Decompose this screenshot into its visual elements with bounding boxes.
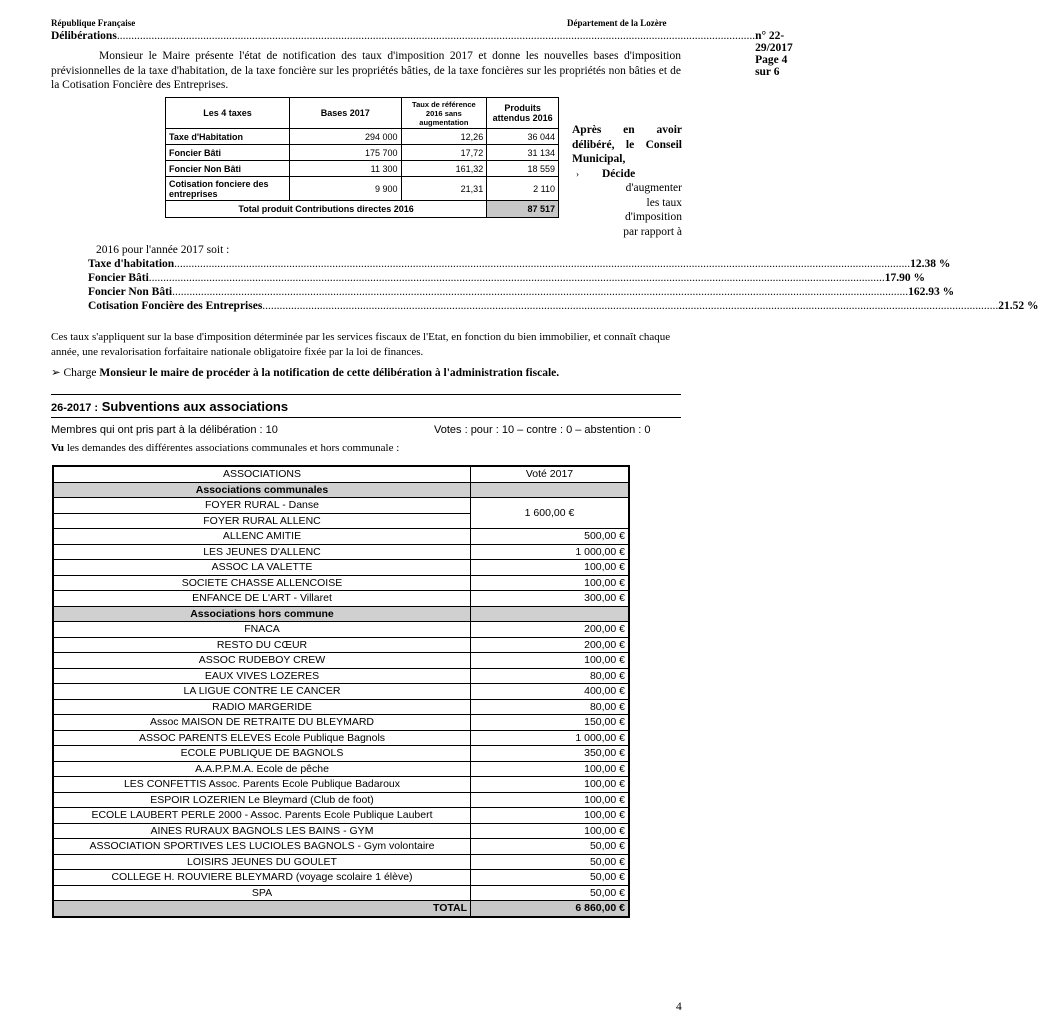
- table-row: [53, 575, 629, 591]
- table-row: [53, 622, 629, 638]
- assoc-amount: 500,00 €: [471, 529, 630, 545]
- assoc-name: FOYER RURAL ALLENC: [53, 513, 471, 529]
- assoc-amount: 100,00 €: [471, 808, 630, 824]
- assoc-name: ESPOIR LOZERIEN Le Bleymard (Club de foot): [53, 792, 471, 808]
- tax-total-label: Total produit Contributions directes 2016: [166, 201, 487, 218]
- rate-label: Foncier Non Bâti: [88, 286, 173, 298]
- assoc-name: FNACA: [53, 622, 471, 638]
- charge-text: Monsieur le maire de procéder à la notification de cette délibération à l'administration fiscale.: [99, 367, 560, 379]
- tax-name: Foncier Bâti: [166, 145, 290, 161]
- decision-verb: Décide: [602, 167, 636, 180]
- tax-name: Foncier Non Bâti: [166, 161, 290, 177]
- assoc-total-label: TOTAL: [53, 901, 471, 917]
- vu-text: les demandes des différentes associations communales et hors communale :: [66, 442, 400, 454]
- table-row: [53, 699, 629, 715]
- table-row: [53, 730, 629, 746]
- assoc-name: RADIO MARGERIDE: [53, 699, 471, 715]
- tax-rate: 17,72: [401, 145, 487, 161]
- assoc-amount: 50,00 €: [471, 839, 630, 855]
- assoc-name: ECOLE LAUBERT PERLE 2000 - Assoc. Parents Ecole Publique Laubert: [53, 808, 471, 824]
- tax-col-header: Bases 2017: [290, 98, 401, 129]
- assoc-amount: 1 600,00 €: [471, 498, 630, 529]
- decision-line1: Après en avoir délibéré, le Conseil Municipal,: [572, 124, 682, 165]
- assoc-amount: 50,00 €: [471, 854, 630, 870]
- rate-value: 12.38 %: [910, 258, 951, 270]
- vu-line: [51, 441, 399, 456]
- tax-rate: 21,31: [401, 177, 487, 201]
- assoc-amount: 100,00 €: [471, 560, 630, 576]
- assoc-name: A.A.P.P.M.A. Ecole de pêche: [53, 761, 471, 777]
- intro-paragraph: Monsieur le Maire présente l'état de notification des taux d'imposition 2017 et donne les nouvelles bases d'imposition prévisionnelles de la taxe d'habitation, de la taxe foncière sur les propriétés bâties, de la taxe foncières sur les propriétés non bâties et de la Cotisation Foncière des Entreprises.: [51, 50, 681, 91]
- tax-col-header: Produits attendus 2016: [487, 98, 559, 129]
- header-left: République Française: [51, 18, 136, 28]
- vu-bold: Vu: [51, 442, 65, 454]
- assoc-amount: 200,00 €: [471, 622, 630, 638]
- rate-line: [88, 286, 955, 298]
- assoc-name: LES CONFETTIS Assoc. Parents Ecole Publique Badaroux: [53, 777, 471, 793]
- deliberations-line: Délibérations .............................................................................................................................................................................................................................. n° 22-29/2017 Page 4 sur 6: [51, 30, 793, 78]
- decision-text: d'augmenter les taux d'imposition par rapport à: [623, 182, 682, 238]
- assoc-name: FOYER RURAL - Danse: [53, 498, 471, 514]
- section-underline: [51, 417, 681, 418]
- assoc-header-row: [53, 466, 629, 482]
- assoc-total-row: [53, 901, 629, 917]
- table-row: [53, 653, 629, 669]
- tax-product: 2 110: [487, 177, 559, 201]
- assoc-amount: 100,00 €: [471, 777, 630, 793]
- tax-product: 36 044: [487, 129, 559, 145]
- assoc-amount: 400,00 €: [471, 684, 630, 700]
- assoc-amount: 80,00 €: [471, 699, 630, 715]
- tax-base: 175 700: [290, 145, 401, 161]
- tax-col-header: Taux de référence 2016 sans augmentation: [401, 98, 487, 129]
- assoc-amount: 200,00 €: [471, 637, 630, 653]
- arrow-right-icon: ➢: [51, 367, 61, 379]
- table-row: [53, 777, 629, 793]
- assoc-amount: 100,00 €: [471, 823, 630, 839]
- assoc-amount: 50,00 €: [471, 885, 630, 901]
- chevron-right-icon: ›: [576, 168, 579, 179]
- table-row: [53, 823, 629, 839]
- rate-value: 162.93 %: [908, 286, 955, 298]
- tax-base: 294 000: [290, 129, 401, 145]
- tax-row: [166, 129, 559, 145]
- assoc-name: ASSOC RUDEBOY CREW: [53, 653, 471, 669]
- table-row: [53, 792, 629, 808]
- assoc-name: LA LIGUE CONTRE LE CANCER: [53, 684, 471, 700]
- tax-name: Taxe d'Habitation: [166, 129, 290, 145]
- tax-rate: 12,26: [401, 129, 487, 145]
- assoc-name: COLLEGE H. ROUVIERE BLEYMARD (voyage scolaire 1 élève): [53, 870, 471, 886]
- header-right: Département de la Lozère: [567, 18, 667, 28]
- rate-line: [88, 258, 951, 270]
- tax-row: [166, 177, 559, 201]
- table-row: [53, 839, 629, 855]
- assoc-name: EAUX VIVES LOZERES: [53, 668, 471, 684]
- assoc-amount: 100,00 €: [471, 761, 630, 777]
- assoc-amount: 300,00 €: [471, 591, 630, 607]
- deliberations-label: Délibérations: [51, 30, 117, 42]
- table-row: [53, 498, 629, 514]
- rate-line: [88, 300, 1039, 312]
- assoc-name: ALLENC AMITIE: [53, 529, 471, 545]
- assoc-name: ASSOC PARENTS ELEVES Ecole Publique Bagnols: [53, 730, 471, 746]
- assoc-amount: 50,00 €: [471, 870, 630, 886]
- table-row: [53, 668, 629, 684]
- decision-bullet-line: [576, 167, 682, 182]
- basis-paragraph: Ces taux s'appliquent sur la base d'imposition déterminée par les services fiscaux de l'Etat, en fonction du bien immobilier, et connaît chaque année, une revalorisation forfaitaire nationale obligatoire fixée par la loi de finances.: [51, 331, 671, 358]
- charge-line: [51, 366, 681, 381]
- assoc-col-header: Voté 2017: [471, 466, 630, 482]
- section-number: 26-2017 :: [51, 402, 99, 414]
- assoc-total-amount: 6 860,00 €: [471, 901, 630, 917]
- tax-col-header: Les 4 taxes: [166, 98, 290, 129]
- assoc-section-row: [53, 482, 629, 498]
- assoc-section-title: Associations communales: [53, 482, 471, 498]
- votes-line: Votes : pour : 10 – contre : 0 – abstention : 0: [434, 424, 651, 436]
- charge-prefix: Charge: [63, 367, 97, 379]
- assoc-section-title: Associations hors commune: [53, 606, 471, 622]
- section-heading: Subventions aux associations: [101, 399, 289, 414]
- table-row: [53, 529, 629, 545]
- assoc-col-header: ASSOCIATIONS: [53, 466, 471, 482]
- tax-product: 18 559: [487, 161, 559, 177]
- tax-base: 9 900: [290, 177, 401, 201]
- assoc-amount: 350,00 €: [471, 746, 630, 762]
- rate-label: Cotisation Foncière des Entreprises: [88, 300, 263, 312]
- rates-intro: 2016 pour l'année 2017 soit :: [96, 244, 230, 256]
- assoc-name: SOCIETE CHASSE ALLENCOISE: [53, 575, 471, 591]
- assoc-name: ECOLE PUBLIQUE DE BAGNOLS: [53, 746, 471, 762]
- members-line: Membres qui ont pris part à la délibération : 10: [51, 424, 278, 436]
- table-row: [53, 870, 629, 886]
- table-row: [53, 715, 629, 731]
- table-row: [53, 591, 629, 607]
- tax-rate: 161,32: [401, 161, 487, 177]
- tax-row: [166, 161, 559, 177]
- section-divider: [51, 394, 681, 395]
- assoc-name: LES JEUNES D'ALLENC: [53, 544, 471, 560]
- assoc-amount: 1 000,00 €: [471, 730, 630, 746]
- assoc-amount: 80,00 €: [471, 668, 630, 684]
- rate-label: Taxe d'habitation: [88, 258, 175, 270]
- tax-base: 11 300: [290, 161, 401, 177]
- assoc-name: AINES RURAUX BAGNOLS LES BAINS - GYM: [53, 823, 471, 839]
- table-row: [53, 544, 629, 560]
- table-row: [53, 560, 629, 576]
- assoc-name: RESTO DU CŒUR: [53, 637, 471, 653]
- table-row: [53, 637, 629, 653]
- table-row: [53, 885, 629, 901]
- tax-product: 31 134: [487, 145, 559, 161]
- rate-value: 17.90 %: [884, 272, 926, 284]
- table-row: [53, 808, 629, 824]
- rate-value: 21.52 %: [998, 300, 1039, 312]
- page-number: 4: [676, 1001, 682, 1013]
- assoc-section-row: [53, 606, 629, 622]
- assoc-amount: 100,00 €: [471, 792, 630, 808]
- tax-name: Cotisation fonciere des entreprises: [166, 177, 290, 201]
- assoc-name: Assoc MAISON DE RETRAITE DU BLEYMARD: [53, 715, 471, 731]
- tax-table: [165, 97, 559, 218]
- assoc-amount: 100,00 €: [471, 575, 630, 591]
- decision-block: [572, 123, 682, 239]
- section-title: [51, 399, 288, 414]
- assoc-name: ASSOCIATION SPORTIVES LES LUCIOLES BAGNOLS - Gym volontaire: [53, 839, 471, 855]
- assoc-name: LOISIRS JEUNES DU GOULET: [53, 854, 471, 870]
- tax-total-row: [166, 201, 559, 218]
- table-row: [53, 746, 629, 762]
- assoc-amount: 100,00 €: [471, 653, 630, 669]
- assoc-name: ASSOC LA VALETTE: [53, 560, 471, 576]
- table-row: [53, 684, 629, 700]
- rate-label: Foncier Bâti: [88, 272, 149, 284]
- assoc-name: ENFANCE DE L'ART - Villaret: [53, 591, 471, 607]
- assoc-amount: 1 000,00 €: [471, 544, 630, 560]
- associations-table: [52, 465, 630, 918]
- rate-line: [88, 272, 926, 284]
- table-row: [53, 761, 629, 777]
- tax-total-value: 87 517: [487, 201, 559, 218]
- assoc-name: SPA: [53, 885, 471, 901]
- tax-row: [166, 145, 559, 161]
- assoc-amount: 150,00 €: [471, 715, 630, 731]
- deliberation-ref: n° 22-29/2017 Page 4 sur 6: [755, 30, 793, 78]
- table-row: [53, 854, 629, 870]
